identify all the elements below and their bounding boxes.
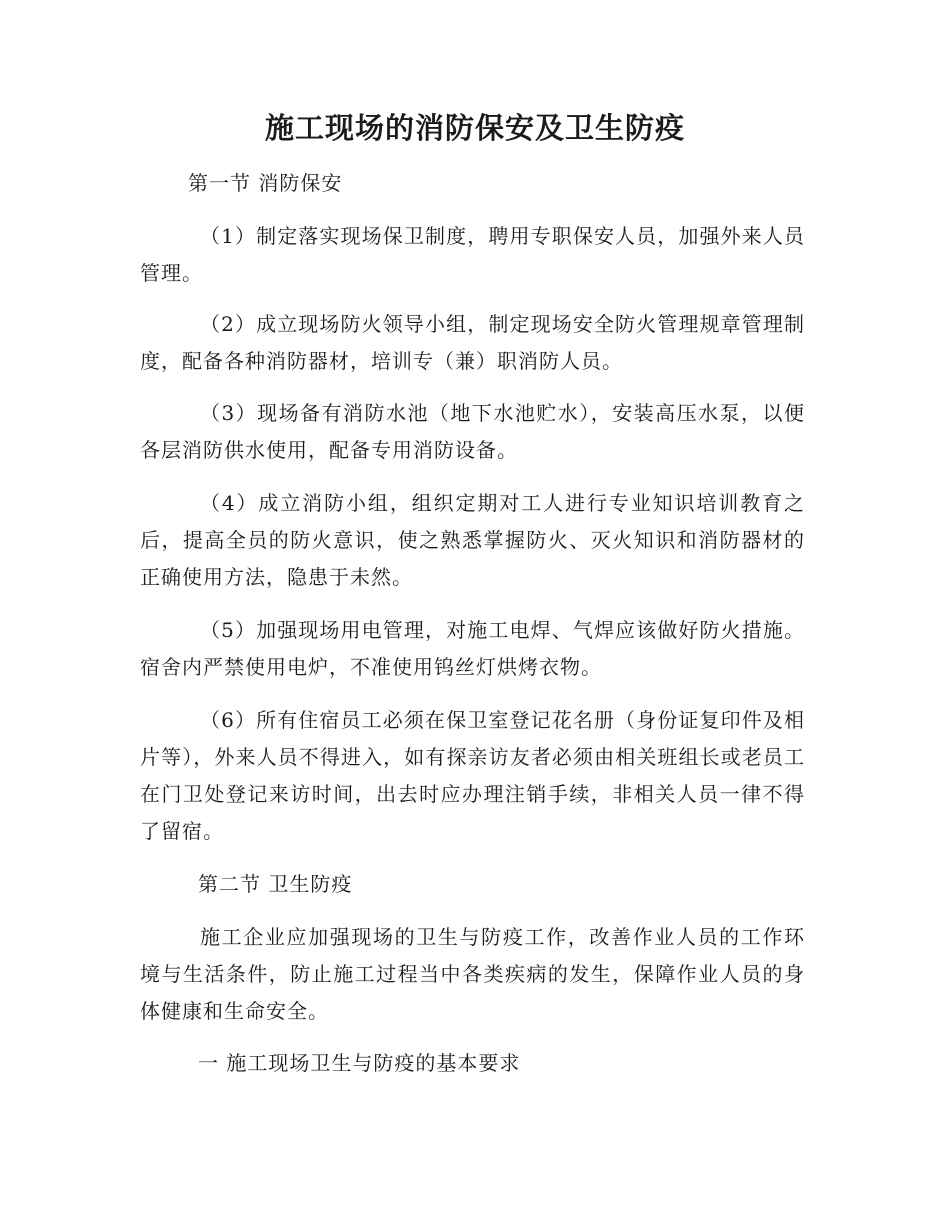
paragraph-item-2: （2）成立现场防火领导小组，制定现场安全防火管理规章管理制度，配备各种消防器材，培训专（兼）职消防人员。 <box>140 312 805 373</box>
paragraph-item-4: （4）成立消防小组，组织定期对工人进行专业知识培训教育之后，提高全员的防火意识，使之熟悉掌握防火、灭火知识和消防器材的正确使用方法，隐患于未然。 <box>140 491 805 589</box>
document-title: 施工现场的消防保安及卫生防疫 <box>264 111 685 145</box>
paragraph-item-6: （6）所有住宿员工必须在保卫室登记花名册（身份证复印件及相片等），外来人员不得进入，如有探亲访友者必须由相关班组长或老员工在门卫处登记来访时间，出去时应办理注销手续，非相关人员一律不得了留宿。 <box>140 708 805 843</box>
paragraph-item-1: （1）制定落实现场保卫制度，聘用专职保安人员，加强外来人员管理。 <box>140 224 805 285</box>
paragraph-intro: 施工企业应加强现场的卫生与防疫工作，改善作业人员的工作环境与生活条件，防止施工过程当中各类疾病的发生，保障作业人员的身体健康和生命安全。 <box>140 925 805 1023</box>
paragraph-item-3: （3）现场备有消防水池（地下水池贮水），安装高压水泵，以便各层消防供水使用，配备专用消防设备。 <box>140 401 805 462</box>
subheading-basic-requirements: 一 施工现场卫生与防疫的基本要求 <box>198 1051 521 1075</box>
section-heading-health-epidemic: 第二节 卫生防疫 <box>198 872 353 896</box>
paragraph-item-5: （5）加强现场用电管理，对施工电焊、气焊应该做好防火措施。宿舍内严禁使用电炉，不准使用钨丝灯烘烤衣物。 <box>140 618 805 679</box>
section-heading-fire-security: 第一节 消防保安 <box>188 171 343 195</box>
